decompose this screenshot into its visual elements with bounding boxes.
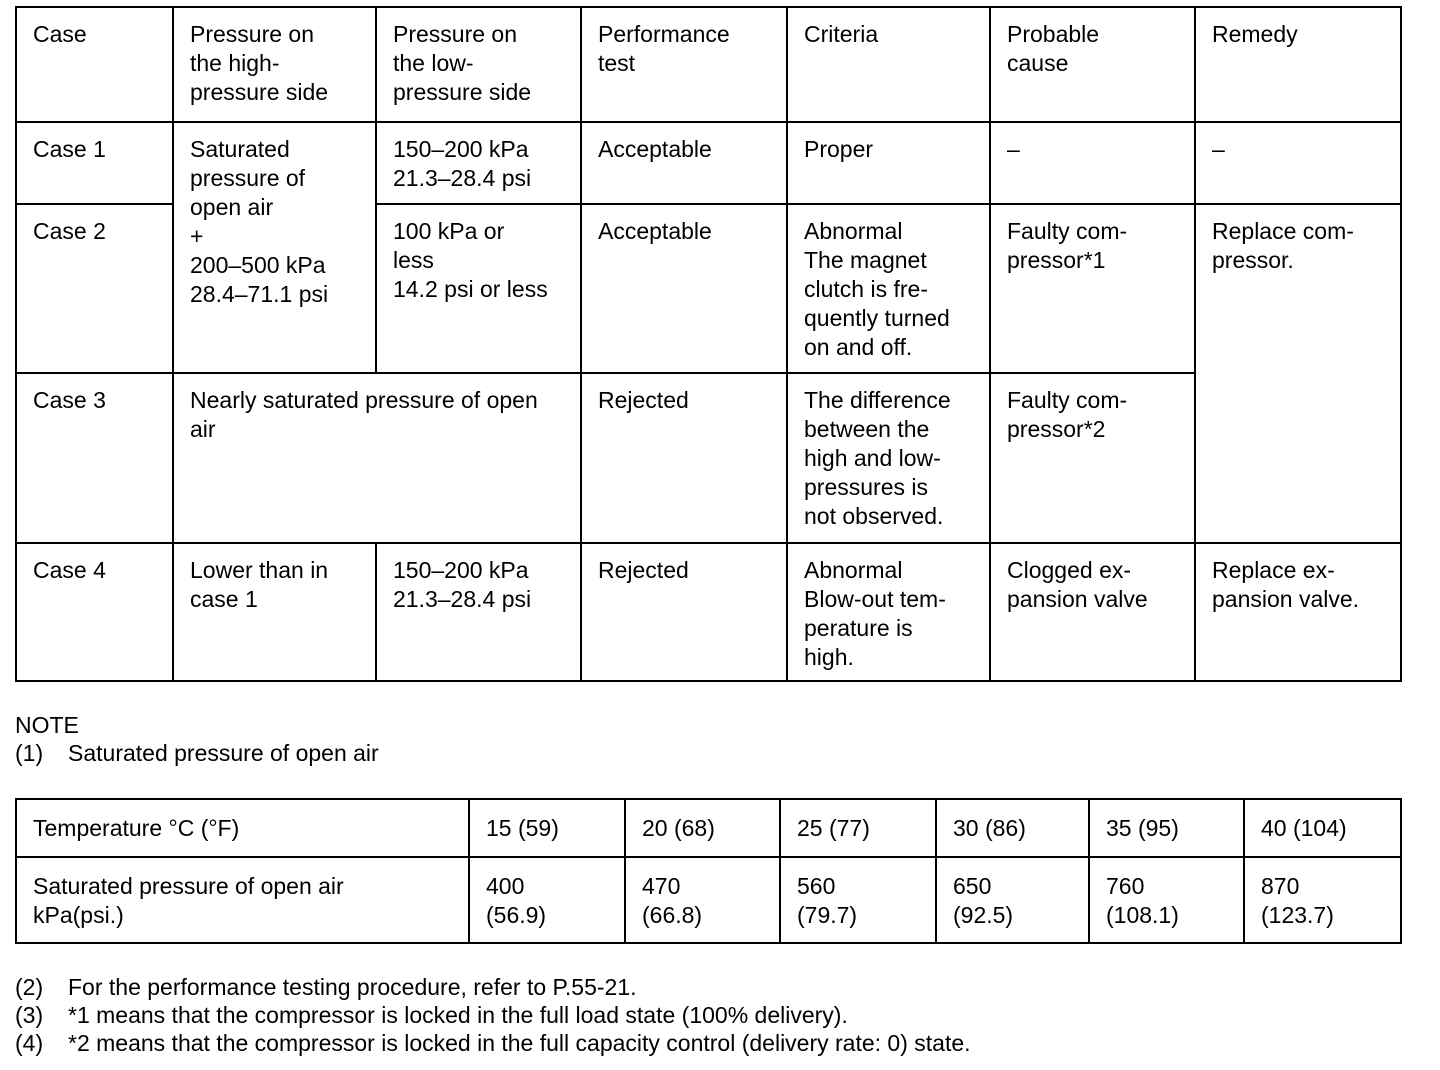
case-2-3-remedy: Replace com- pressor. [1195, 204, 1401, 543]
header-remedy: Remedy [1195, 7, 1401, 122]
table-row-case-4 [16, 543, 1401, 681]
pressure-cell: 470 (66.8) [625, 857, 780, 943]
pressure-cell: 870 (123.7) [1244, 857, 1401, 943]
temperature-cell: 25 (77) [780, 799, 936, 857]
case-4-criteria: Abnormal Blow-out tem- perature is high. [787, 543, 990, 681]
header-high-pressure: Pressure on the high- pressure side [173, 7, 376, 122]
note-3-number: (3) [15, 1002, 44, 1028]
note-1-number: (1) [15, 740, 44, 766]
case-2-cause: Faulty com- pressor*1 [990, 204, 1195, 373]
case-1-criteria: Proper [787, 122, 990, 204]
note-2-text: For the performance testing procedure, refer to P.55-21. [68, 974, 637, 1000]
note-heading: NOTE [15, 712, 79, 738]
note-2-number: (2) [15, 974, 44, 1000]
temperature-row [16, 799, 1401, 857]
table-row-case-3 [16, 373, 1401, 543]
note-4-text: *2 means that the compressor is locked in the full capacity control (delivery rate: 0) state. [68, 1030, 971, 1056]
case-3-performance: Rejected [581, 373, 787, 543]
case-4-low-pressure: 150–200 kPa 21.3–28.4 psi [376, 543, 581, 681]
header-criteria: Criteria [787, 7, 990, 122]
temperature-cell: 40 (104) [1244, 799, 1401, 857]
case-2-criteria: Abnormal The magnet clutch is fre- quently turned on and off. [787, 204, 990, 373]
case-4-remedy: Replace ex- pansion valve. [1195, 543, 1401, 681]
note-4 [15, 1029, 971, 1058]
diagnosis-table [15, 6, 1402, 682]
case-4-high-pressure: Lower than in case 1 [173, 543, 376, 681]
note-1 [15, 739, 379, 768]
pressure-cell: 560 (79.7) [780, 857, 936, 943]
header-low-pressure: Pressure on the low- pressure side [376, 7, 581, 122]
pressure-cell: 400 (56.9) [469, 857, 625, 943]
case-3-pressure: Nearly saturated pressure of open air [173, 373, 581, 543]
case-4-performance: Rejected [581, 543, 787, 681]
note-4-number: (4) [15, 1030, 44, 1056]
case-2-performance: Acceptable [581, 204, 787, 373]
case-1-label: Case 1 [16, 122, 173, 204]
temperature-label: Temperature °C (°F) [16, 799, 469, 857]
case-3-cause: Faulty com- pressor*2 [990, 373, 1195, 543]
note-3-text: *1 means that the compressor is locked in the full load state (100% delivery). [68, 1002, 848, 1028]
note-3 [15, 1001, 848, 1030]
case-3-label: Case 3 [16, 373, 173, 543]
pressure-cell: 650 (92.5) [936, 857, 1089, 943]
note-1-text: Saturated pressure of open air [68, 740, 379, 766]
case-3-criteria: The difference between the high and low- pressures is not observed. [787, 373, 990, 543]
note-2 [15, 973, 637, 1002]
table-row-case-1 [16, 122, 1401, 204]
case-2-label: Case 2 [16, 204, 173, 373]
case-1-cause: – [990, 122, 1195, 204]
temperature-cell: 15 (59) [469, 799, 625, 857]
case-1-performance: Acceptable [581, 122, 787, 204]
case-1-remedy: – [1195, 122, 1401, 204]
temperature-cell: 35 (95) [1089, 799, 1244, 857]
temperature-cell: 20 (68) [625, 799, 780, 857]
pressure-cell: 760 (108.1) [1089, 857, 1244, 943]
case-2-low-pressure: 100 kPa or less 14.2 psi or less [376, 204, 581, 373]
header-case: Case [16, 7, 173, 122]
pressure-label: Saturated pressure of open air kPa(psi.) [16, 857, 469, 943]
header-probable-cause: Probable cause [990, 7, 1195, 122]
pressure-row [16, 857, 1401, 943]
header-performance-test: Performance test [581, 7, 787, 122]
temperature-cell: 30 (86) [936, 799, 1089, 857]
case-1-low-pressure: 150–200 kPa 21.3–28.4 psi [376, 122, 581, 204]
saturated-pressure-table [15, 798, 1402, 944]
case-4-cause: Clogged ex- pansion valve [990, 543, 1195, 681]
case-1-2-high-pressure: Saturated pressure of open air + 200–500 kPa 28.4–71.1 psi [173, 122, 376, 373]
table-header-row [16, 7, 1401, 122]
case-4-label: Case 4 [16, 543, 173, 681]
